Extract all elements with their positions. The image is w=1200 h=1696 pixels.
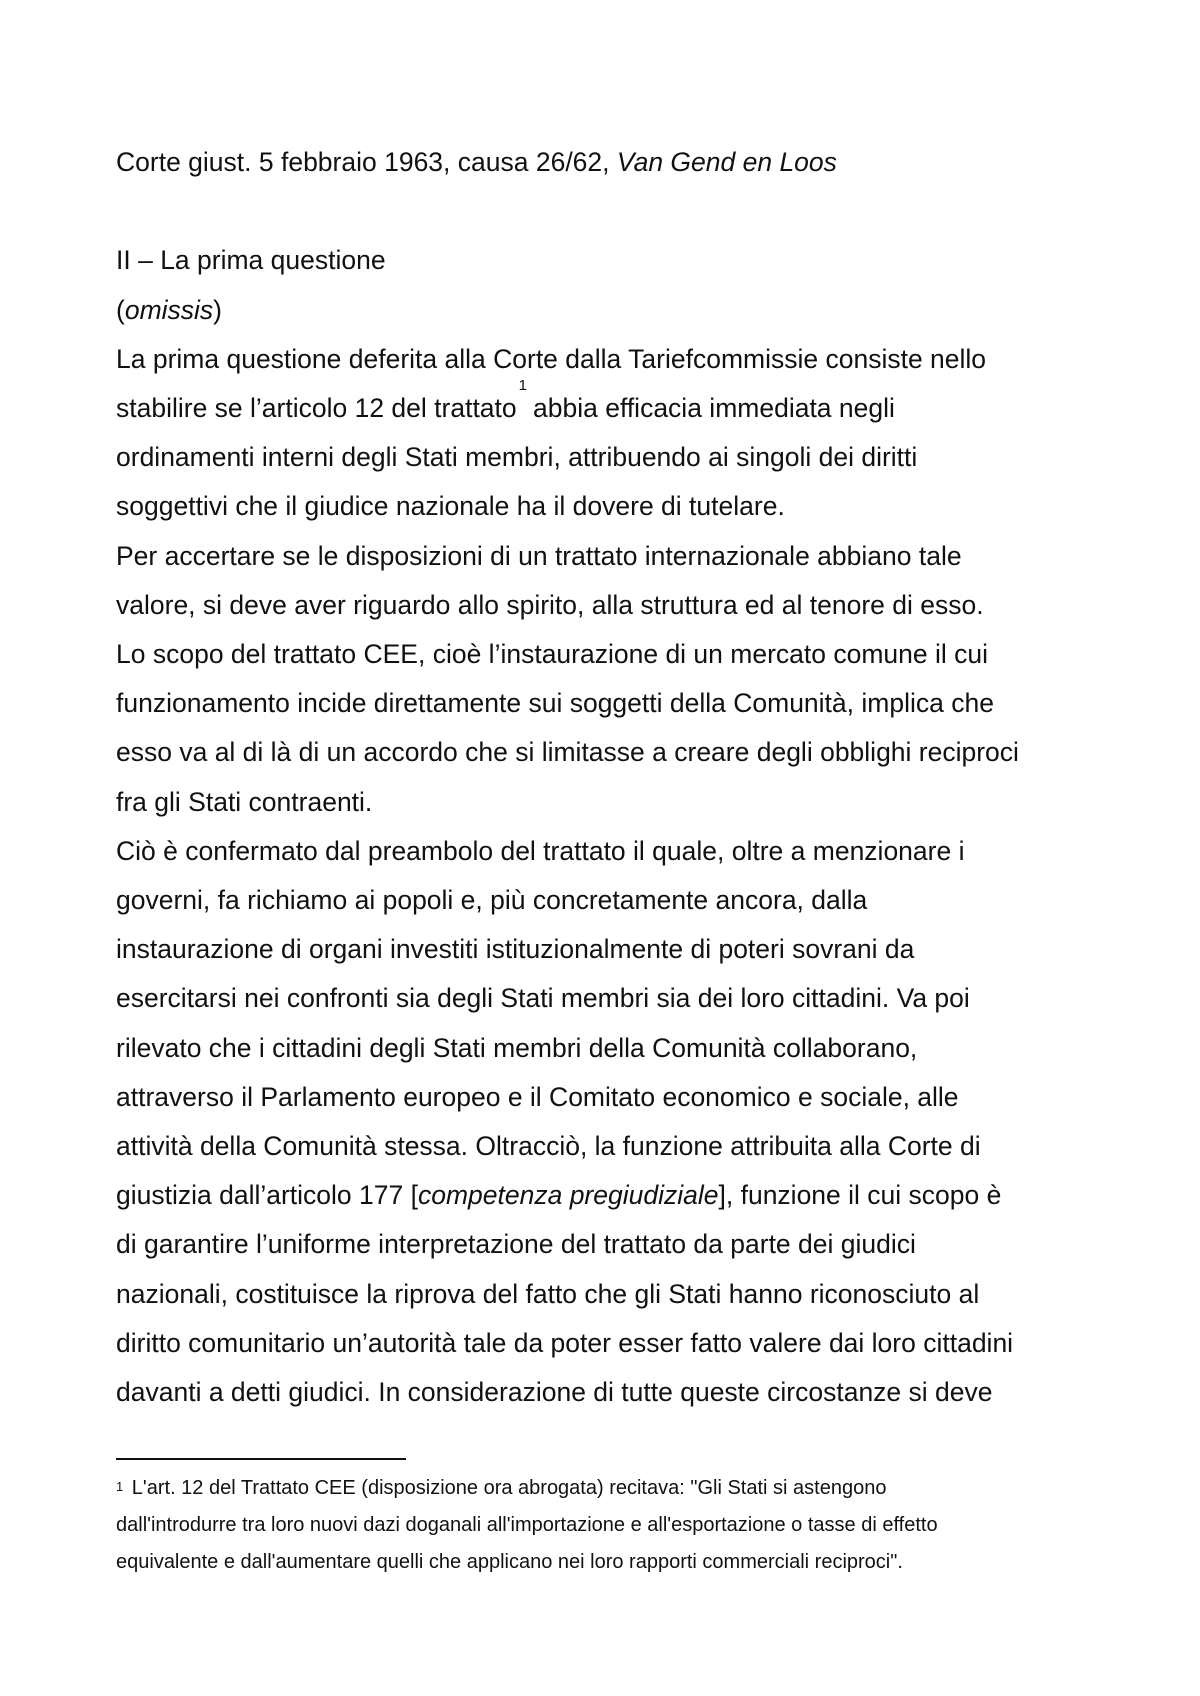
body-line: fra gli Stati contraenti.	[116, 786, 373, 817]
body-line: davanti a detti giudici. In considerazione di tutte queste circostanze si deve	[116, 1377, 993, 1408]
footnote	[116, 1470, 1106, 1581]
body-line: Lo scopo del trattato CEE, cioè l’instaurazione di un mercato comune il cui	[116, 639, 989, 670]
omissis-close: )	[213, 294, 222, 325]
blank-line	[116, 187, 1106, 236]
body-line-part: giustizia dall’articolo 177 [	[116, 1180, 418, 1211]
body-line: soggettivi che il giudice nazionale ha il dovere di tutelare.	[116, 491, 785, 522]
italic-annotation: competenza pregiudiziale	[417, 1180, 719, 1211]
body-line: diritto comunitario un’autorità tale da poter esser fatto valere dai loro cittadini	[116, 1327, 1014, 1358]
body-line: La prima questione deferita alla Corte dalla Tariefcommissie consiste nello	[116, 343, 987, 374]
body-line: attività della Comunità stessa. Oltracciò, la funzione attribuita alla Corte di	[116, 1131, 981, 1162]
case-name: Van Gend en Loos	[616, 147, 837, 177]
omissis-note	[116, 286, 1106, 335]
omissis-word: omissis	[124, 294, 214, 325]
body-line: di garantire l’uniforme interpretazione del trattato da parte dei giudici	[116, 1229, 916, 1260]
footnote-divider	[116, 1458, 406, 1460]
footnote-reference[interactable]: 1	[518, 377, 527, 394]
body-line-part: abbia efficacia immediata negli	[533, 393, 895, 423]
body-line: nazionali, costituisce la riprova del fatto che gli Stati hanno riconosciuto al	[116, 1278, 980, 1309]
footnote-marker: 1	[116, 1479, 124, 1494]
footnote-line	[116, 1470, 1106, 1507]
body-line: ordinamenti interni degli Stati membri, attribuendo ai singoli dei diritti	[116, 442, 918, 473]
body-line	[116, 1171, 1106, 1220]
document-title	[116, 138, 1106, 187]
body-line-part: ], funzione il cui scopo è	[718, 1180, 1002, 1211]
body-line: Per accertare se le disposizioni di un trattato internazionale abbiano tale	[116, 540, 962, 571]
body-line	[116, 377, 1106, 433]
body-line: funzionamento incide direttamente sui soggetti della Comunità, implica che	[116, 688, 994, 719]
body-line: Ciò è confermato dal preambolo del trattato il quale, oltre a menzionare i	[116, 835, 965, 866]
title-prefix: Corte giust. 5 febbraio 1963, causa 26/62,	[116, 147, 617, 177]
footnote-text: L'art. 12 del Trattato CEE (disposizione ora abrogata) recitava: "Gli Stati si astengono	[126, 1477, 887, 1499]
body-line: esso va al di là di un accordo che si limitasse a creare degli obblighi reciproci	[116, 737, 1019, 768]
body-line: governi, fa richiamo ai popoli e, più concretamente ancora, dalla	[116, 885, 868, 916]
section-heading: II – La prima questione	[116, 245, 386, 276]
body-line: instaurazione di organi investiti istituzionalmente di poteri sovrani da	[116, 934, 915, 965]
document-body	[116, 138, 1106, 1417]
footnote-line: dall'introdurre tra loro nuovi dazi doganali all'importazione e all'esportazione o tasse di effetto	[116, 1514, 938, 1536]
body-line: valore, si deve aver riguardo allo spirito, alla struttura ed al tenore di esso.	[116, 589, 984, 620]
body-line: rilevato che i cittadini degli Stati membri della Comunità collaborano,	[116, 1032, 918, 1063]
body-line: esercitarsi nei confronti sia degli Stati membri sia dei loro cittadini. Va poi	[116, 983, 970, 1014]
omissis-open: (	[116, 294, 125, 325]
footnote-line: equivalente e dall'aumentare quelli che applicano nei loro rapporti commerciali reciproci".	[116, 1551, 903, 1573]
body-line-part: stabilire se l’articolo 12 del trattato	[116, 393, 517, 423]
body-line: attraverso il Parlamento europeo e il Comitato economico e sociale, alle	[116, 1081, 959, 1112]
